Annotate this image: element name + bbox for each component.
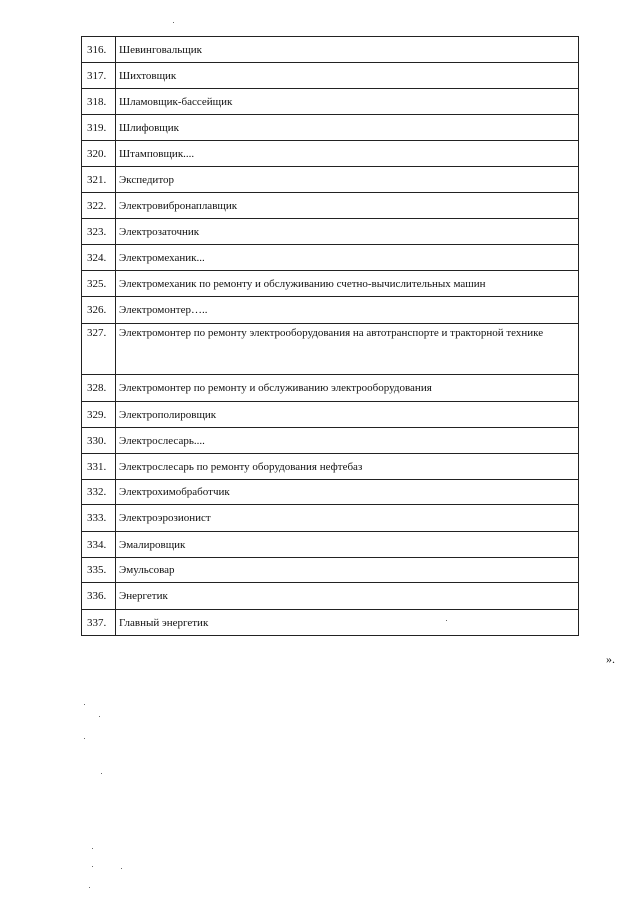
scan-speck [92,848,93,849]
row-number: 325. [82,271,116,297]
row-number: 332. [82,480,116,505]
table-row [82,193,579,219]
profession-name: Электрозаточник [116,219,579,245]
scan-speck [121,868,122,869]
profession-name: Шихтовщик [116,63,579,89]
profession-name: Электрослесарь по ремонту оборудования нефтебаз [116,454,579,480]
scan-speck [101,773,102,774]
closing-quote-mark: ». [606,652,615,666]
table-row [82,428,579,454]
profession-name: Эмульсовар [116,558,579,583]
scan-speck [446,620,447,621]
scan-speck [84,704,85,705]
profession-name: Электромонтер по ремонту электрооборудования на автотранспорте и тракторной технике [116,324,579,375]
row-number: 319. [82,115,116,141]
profession-name: Шлифовщик [116,115,579,141]
row-number: 322. [82,193,116,219]
row-number: 330. [82,428,116,454]
profession-name: Шламовщик-бассейщик [116,89,579,115]
row-number: 326. [82,297,116,324]
table-row [82,37,579,63]
table-row [82,219,579,245]
row-number: 335. [82,558,116,583]
profession-name: Электромонтер….. [116,297,579,324]
profession-name: Энергетик [116,583,579,610]
profession-name: Электровибронаплавщик [116,193,579,219]
table-row [82,63,579,89]
scan-speck [89,887,90,888]
scan-speck [92,866,93,867]
table-row [82,454,579,480]
table-row [82,89,579,115]
scan-speck [99,716,100,717]
profession-name: Электромонтер по ремонту и обслуживанию электрооборудования [116,375,579,402]
row-number: 316. [82,37,116,63]
profession-name: Главный энергетик [116,610,579,636]
table-row [82,505,579,532]
table-row [82,141,579,167]
row-number: 328. [82,375,116,402]
profession-name: Экспедитор [116,167,579,193]
row-number: 321. [82,167,116,193]
table-row [82,167,579,193]
table-row [82,297,579,324]
row-number: 331. [82,454,116,480]
profession-name: Эмалировщик [116,532,579,558]
profession-name: Электрослесарь.... [116,428,579,454]
table-row [82,402,579,428]
table-row [82,480,579,505]
row-number: 318. [82,89,116,115]
table-row [82,375,579,402]
row-number: 320. [82,141,116,167]
table-row [82,610,579,636]
profession-name: Электромеханик... [116,245,579,271]
row-number: 333. [82,505,116,532]
table-row [82,532,579,558]
row-number: 336. [82,583,116,610]
profession-name: Электромеханик по ремонту и обслуживанию счетно-вычислительных машин [116,271,579,297]
scan-speck [173,22,174,23]
table-row [82,558,579,583]
row-number: 327. [82,324,116,375]
profession-name: Штамповщик.... [116,141,579,167]
profession-name: Шевинговальщик [116,37,579,63]
row-number: 337. [82,610,116,636]
row-number: 317. [82,63,116,89]
profession-name: Электроэрозионист [116,505,579,532]
table-row [82,583,579,610]
scan-speck [84,738,85,739]
table-row [82,245,579,271]
profession-name: Электрополировщик [116,402,579,428]
profession-name: Электрохимобработчик [116,480,579,505]
row-number: 329. [82,402,116,428]
table-row [82,271,579,297]
row-number: 334. [82,532,116,558]
row-number: 324. [82,245,116,271]
professions-table [81,36,579,636]
row-number: 323. [82,219,116,245]
table-row [82,324,579,375]
table-row [82,115,579,141]
